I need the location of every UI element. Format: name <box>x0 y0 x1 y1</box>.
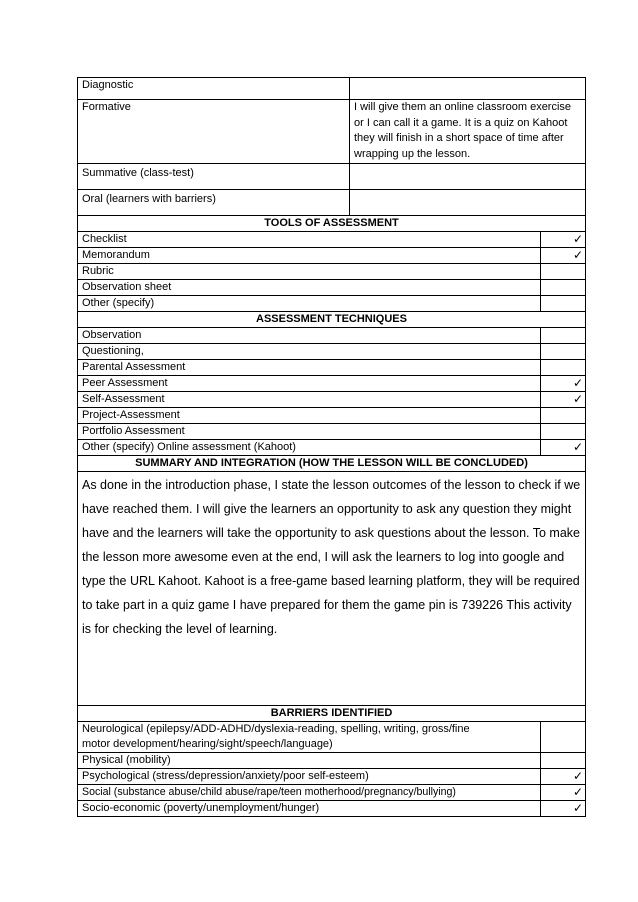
tool-row <box>78 232 586 248</box>
technique-row <box>78 440 586 456</box>
technique-row <box>78 408 586 424</box>
assessment-type-label: Summative (class-test) <box>78 164 350 190</box>
assessment-type-label: Diagnostic <box>78 78 350 100</box>
barrier-label: Physical (mobility) <box>78 753 541 769</box>
summary-text: As done in the introduction phase, I state the lesson outcomes of the lesson to check if we have reached them. I will give the learners an opportunity to ask any question they might have and the learners will take the opportunity to ask questions about the lesson. To make the lesson more awesome even at the end, I will ask the learners to log into google and type the URL Kahoot. Kahoot is a free-game based learning platform, they will be required to take part in a quiz game I have prepared for them the game pin is 739226 This activity is for checking the level of learning. <box>78 472 586 706</box>
assessment-row-summative <box>78 164 586 190</box>
tool-checkmark-icon: ✓ <box>541 232 586 248</box>
assessment-row-diagnostic <box>78 78 586 100</box>
barrier-label: Psychological (stress/depression/anxiety/poor self-esteem) <box>78 769 541 785</box>
assessment-type-detail <box>350 190 586 216</box>
technique-row <box>78 344 586 360</box>
tool-label: Checklist <box>78 232 541 248</box>
tool-label: Rubric <box>78 264 541 280</box>
assessment-type-detail <box>350 164 586 190</box>
technique-label: Questioning, <box>78 344 541 360</box>
assessment-row-oral <box>78 190 586 216</box>
technique-label: Peer Assessment <box>78 376 541 392</box>
barrier-row <box>78 801 586 817</box>
technique-row <box>78 360 586 376</box>
tool-checkmark-icon: ✓ <box>541 248 586 264</box>
tools-heading: TOOLS OF ASSESSMENT <box>78 216 586 232</box>
technique-checkmark-icon: ✓ <box>541 440 586 456</box>
techniques-heading-row <box>78 312 586 328</box>
barrier-row <box>78 753 586 769</box>
assessment-type-label: Formative <box>78 100 350 164</box>
technique-label: Self-Assessment <box>78 392 541 408</box>
barriers-heading: BARRIERS IDENTIFIED <box>78 706 586 722</box>
technique-checkmark-icon: ✓ <box>541 376 586 392</box>
technique-label: Portfolio Assessment <box>78 424 541 440</box>
tool-label: Memorandum <box>78 248 541 264</box>
technique-checkmark-icon <box>541 360 586 376</box>
technique-row <box>78 424 586 440</box>
techniques-heading: ASSESSMENT TECHNIQUES <box>78 312 586 328</box>
assessment-type-detail: I will give them an online classroom exercise or I can call it a game. It is a quiz on Kahoot they will finish in a short space of time after wrapping up the lesson. <box>350 100 586 164</box>
summary-heading: SUMMARY AND INTEGRATION (HOW THE LESSON WILL BE CONCLUDED) <box>78 456 586 472</box>
barrier-label: Neurological (epilepsy/ADD-ADHD/dyslexia-reading, spelling, writing, gross/fine motor development/hearing/sight/speech/language) <box>78 722 541 753</box>
technique-checkmark-icon <box>541 424 586 440</box>
barrier-checkmark-icon: ✓ <box>541 801 586 817</box>
assessment-type-detail <box>350 78 586 100</box>
tool-checkmark-icon <box>541 264 586 280</box>
tool-label: Observation sheet <box>78 280 541 296</box>
technique-checkmark-icon <box>541 344 586 360</box>
technique-checkmark-icon <box>541 328 586 344</box>
barrier-checkmark-icon: ✓ <box>541 785 586 801</box>
tool-checkmark-icon <box>541 296 586 312</box>
technique-checkmark-icon: ✓ <box>541 392 586 408</box>
assessment-type-label: Oral (learners with barriers) <box>78 190 350 216</box>
technique-checkmark-icon <box>541 408 586 424</box>
barriers-heading-row <box>78 706 586 722</box>
technique-row <box>78 392 586 408</box>
assessment-table <box>77 77 586 817</box>
barrier-row <box>78 722 586 753</box>
barrier-checkmark-icon: ✓ <box>541 769 586 785</box>
technique-label: Observation <box>78 328 541 344</box>
assessment-row-formative <box>78 100 586 164</box>
tool-row <box>78 248 586 264</box>
tool-row <box>78 264 586 280</box>
technique-label: Project-Assessment <box>78 408 541 424</box>
barrier-label: Social (substance abuse/child abuse/rape/teen motherhood/pregnancy/bullying) <box>78 785 541 801</box>
technique-row <box>78 376 586 392</box>
barrier-row <box>78 785 586 801</box>
barrier-row <box>78 769 586 785</box>
barrier-label: Socio-economic (poverty/unemployment/hunger) <box>78 801 541 817</box>
barrier-checkmark-icon <box>541 722 586 753</box>
summary-heading-row <box>78 456 586 472</box>
barrier-checkmark-icon <box>541 753 586 769</box>
tools-heading-row <box>78 216 586 232</box>
technique-row <box>78 328 586 344</box>
technique-label: Parental Assessment <box>78 360 541 376</box>
lesson-plan-page <box>77 77 585 817</box>
tool-row <box>78 280 586 296</box>
technique-label: Other (specify) Online assessment (Kahoot) <box>78 440 541 456</box>
tool-label: Other (specify) <box>78 296 541 312</box>
tool-row <box>78 296 586 312</box>
summary-row <box>78 472 586 706</box>
tool-checkmark-icon <box>541 280 586 296</box>
